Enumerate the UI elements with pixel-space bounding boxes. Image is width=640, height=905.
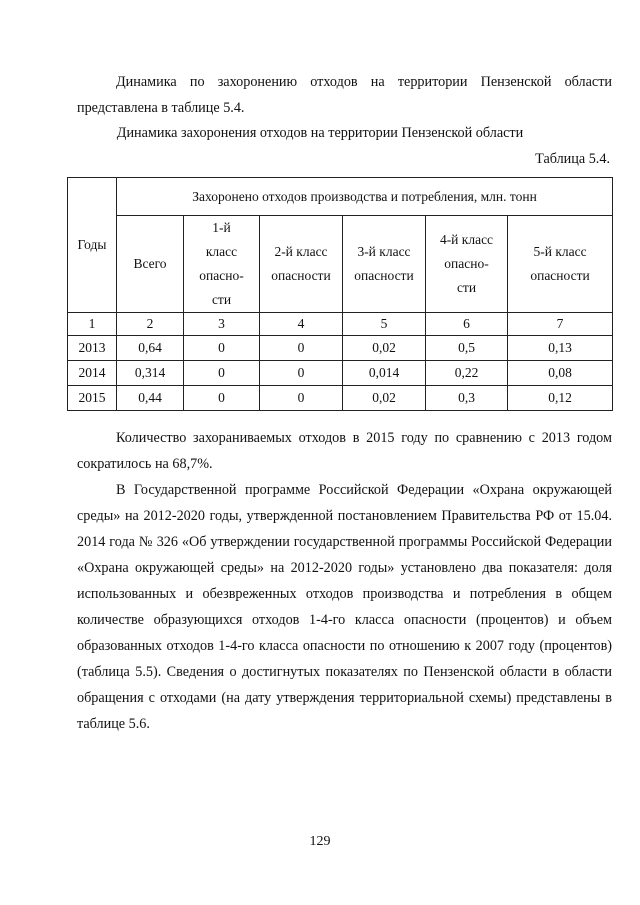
program-paragraph: В Государственной программе Российской Федерации «Охрана окружающей среды» на 2012-2020 годы, утвержденной постановлением Правительства РФ от 15.04. 2014 года № 326 «Об утверждении государственной программы Российской Федерации «Охрана окружающей среды» на 2012-2020 годы» установлено два показателя: доля использованных и обезвреженных отходов производства и потребления в общем количестве образующихся отходов 1-4-го класса опасности (процентов) и объем образованных отходов 1-4-го класса опасности по отношению к 2007 году (процентов) (таблица 5.5). Сведения о достигнутых показателях по Пензенской области в области обращения с отходами (на дату утверждения территориальной схемы) представлены в таблице 5.6.	[77, 482, 612, 732]
column-header: 1-й класс опасно-сти	[184, 216, 260, 313]
table-cell: 0,014	[343, 361, 426, 386]
table-cell: 0,02	[343, 386, 426, 411]
table-cell: 0,13	[508, 336, 613, 361]
table-cell: 0	[184, 361, 260, 386]
column-header: 2-й класс опасности	[260, 216, 343, 313]
index-cell: 1	[68, 313, 117, 336]
column-header: 5-й класс опасности	[508, 216, 613, 313]
table-cell: 0,5	[426, 336, 508, 361]
column-header: Всего	[117, 216, 184, 313]
table-cell: 2014	[68, 361, 117, 386]
column-header: 3-й класс опасности	[343, 216, 426, 313]
index-cell: 7	[508, 313, 613, 336]
table-cell: 0,12	[508, 386, 613, 411]
table-subheader-row	[68, 216, 613, 313]
table-cell: 0	[260, 386, 343, 411]
column-header: 4-й класс опасно-сти	[426, 216, 508, 313]
group-header: Захоронено отходов производства и потребления, млн. тонн	[117, 178, 613, 216]
table-cell: 0,08	[508, 361, 613, 386]
data-table	[67, 177, 613, 411]
table-cell: 0	[184, 386, 260, 411]
table-header-row	[68, 178, 613, 216]
table-row	[68, 336, 613, 361]
table-cell: 0	[260, 336, 343, 361]
years-header: Годы	[68, 178, 117, 313]
table-cell: 0,64	[117, 336, 184, 361]
page-number: 129	[309, 834, 331, 849]
table-cell: 0,22	[426, 361, 508, 386]
table-cell: 0,44	[117, 386, 184, 411]
index-cell: 2	[117, 313, 184, 336]
table-cell: 0,3	[426, 386, 508, 411]
table-row	[68, 361, 613, 386]
table-cell: 0,314	[117, 361, 184, 386]
table-caption: Динамика захоронения отходов на территории Пензенской области	[116, 125, 524, 141]
index-cell: 3	[184, 313, 260, 336]
index-cell: 6	[426, 313, 508, 336]
table-cell: 0	[260, 361, 343, 386]
index-row	[68, 313, 613, 336]
table-cell: 0,02	[343, 336, 426, 361]
index-cell: 5	[343, 313, 426, 336]
index-cell: 4	[260, 313, 343, 336]
table-cell: 0	[184, 336, 260, 361]
table-number: Таблица 5.4.	[535, 151, 610, 167]
table-cell: 2013	[68, 336, 117, 361]
result-paragraph: Количество захораниваемых отходов в 2015 году по сравнению с 2013 годом сократилось на 68,7%.	[77, 430, 612, 472]
table-cell: 2015	[68, 386, 117, 411]
table-row	[68, 386, 613, 411]
intro-paragraph: Динамика по захоронению отходов на территории Пензенской области представлена в таблице 5.4.	[77, 74, 612, 116]
